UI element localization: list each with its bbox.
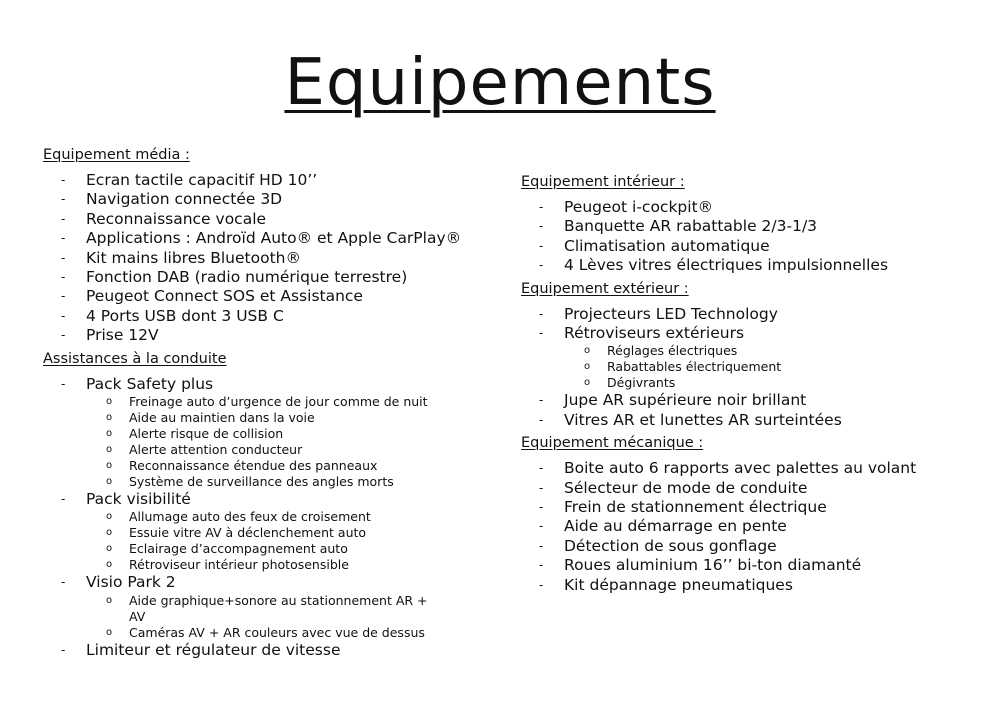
- sub-list-item: o Aide au maintien dans la voie: [106, 410, 315, 426]
- dash-bullet: -: [539, 558, 544, 573]
- list-item: - Aide au démarrage en pente: [539, 517, 787, 536]
- dash-bullet: -: [539, 238, 544, 253]
- circle-bullet-icon: o: [106, 511, 113, 523]
- list-item: - Vitres AR et lunettes AR surteintées: [539, 410, 842, 429]
- list-item: - Peugeot i-cockpit®: [539, 198, 714, 216]
- list-item: - Pack visibilité o Allumage auto des feux de croisement o Essuie vitre AV à déclenchement auto o Eclairage d’accompagnement auto o Rétroviseur intérieur photosensible: [43, 490, 483, 573]
- dash-bullet: -: [61, 192, 66, 207]
- media-list: [43, 171, 483, 346]
- dash-bullet: -: [539, 461, 544, 476]
- list-item: - Boite auto 6 rapports avec palettes au volant: [539, 459, 917, 478]
- list-item: - Fonction DAB (radio numérique terrestre): [61, 268, 408, 287]
- dash-bullet: -: [539, 219, 544, 234]
- dash-bullet: -: [61, 376, 66, 391]
- assist-list: [43, 375, 483, 661]
- circle-bullet-icon: o: [106, 626, 113, 638]
- list-item: - Limiteur et régulateur de vitesse: [61, 640, 341, 659]
- visibility-sublist: [86, 509, 483, 573]
- sub-list-item: o Rabattables électriquement: [584, 359, 782, 375]
- left-column: [43, 146, 483, 660]
- list-item: - Projecteurs LED Technology: [539, 304, 778, 323]
- dash-bullet: -: [539, 538, 544, 553]
- sub-list-item: o Allumage auto des feux de croisement: [106, 509, 371, 525]
- list-item: - Kit dépannage pneumatiques: [539, 575, 793, 594]
- sub-list-item: o Essuie vitre AV à déclenchement auto: [106, 525, 367, 541]
- sub-list-item: o Aide graphique+sonore au stationnement AR + AV: [106, 592, 428, 624]
- interior-list: [521, 198, 961, 276]
- dash-bullet: -: [61, 250, 66, 265]
- dash-bullet: -: [539, 480, 544, 495]
- list-item: - Visio Park 2 o Aide graphique+sonore au stationnement AR + AV o Caméras AV + AR couleurs avec vue de dessus: [43, 573, 483, 640]
- section-title-exterior: Equipement extérieur :: [521, 280, 689, 297]
- circle-bullet-icon: o: [106, 543, 113, 555]
- list-item: - Peugeot Connect SOS et Assistance: [61, 287, 363, 306]
- dash-bullet: -: [539, 500, 544, 515]
- circle-bullet-icon: o: [106, 476, 113, 488]
- dash-bullet: -: [539, 393, 544, 408]
- visio-sublist: [86, 593, 483, 641]
- sub-list-item: o Système de surveillance des angles morts: [106, 474, 394, 490]
- list-item: - Navigation connectée 3D: [61, 190, 283, 209]
- list-item: - Pack Safety plus o Freinage auto d’urgence de jour comme de nuit o Aide au maintien dans la voie o Alerte risque de collision o Alerte attention conducteur o Reconnaissance étendue des panneaux o Système de surveillance des angles morts: [43, 375, 483, 490]
- circle-bullet-icon: o: [106, 594, 113, 606]
- circle-bullet-icon: o: [584, 345, 591, 357]
- list-item: - Ecran tactile capacitif HD 10’’: [61, 171, 318, 189]
- dash-bullet: -: [61, 289, 66, 304]
- mirrors-sublist: [564, 343, 961, 391]
- dash-bullet: -: [539, 306, 544, 321]
- sub-list-item: o Alerte attention conducteur: [106, 442, 303, 458]
- sub-list-item: o Freinage auto d’urgence de jour comme de nuit: [106, 394, 428, 410]
- list-item: - Banquette AR rabattable 2/3-1/3: [539, 217, 818, 236]
- sub-list-item: o Reconnaissance étendue des panneaux: [106, 458, 378, 474]
- list-item: - Climatisation automatique: [539, 236, 770, 255]
- list-item: - Applications : Androïd Auto® et Apple CarPlay®: [61, 229, 462, 248]
- dash-bullet: -: [61, 270, 66, 285]
- exterior-list: [521, 305, 961, 431]
- list-item: - Reconnaissance vocale: [61, 209, 267, 228]
- circle-bullet-icon: o: [106, 559, 113, 571]
- list-item: - Prise 12V: [61, 326, 159, 345]
- dash-bullet: -: [61, 328, 66, 343]
- dash-bullet: -: [61, 492, 66, 507]
- circle-bullet-icon: o: [106, 444, 113, 456]
- dash-bullet: -: [539, 258, 544, 273]
- dash-bullet: -: [61, 231, 66, 246]
- section-title-mechanical: Equipement mécanique :: [521, 435, 704, 452]
- list-item: - Sélecteur de mode de conduite: [539, 478, 808, 497]
- list-item: - Détection de sous gonflage: [539, 536, 777, 555]
- section-title-assist: Assistances à la conduite: [43, 350, 227, 367]
- circle-bullet-icon: o: [106, 460, 113, 472]
- circle-bullet-icon: o: [106, 428, 113, 440]
- sub-list-item: o Alerte risque de collision: [106, 426, 284, 442]
- list-item: - 4 Ports USB dont 3 USB C: [61, 306, 284, 325]
- circle-bullet-icon: o: [584, 361, 591, 373]
- list-item: - Jupe AR supérieure noir brillant: [539, 391, 807, 410]
- circle-bullet-icon: o: [106, 396, 113, 408]
- safety-sublist: [86, 394, 483, 490]
- sub-list-item: o Caméras AV + AR couleurs avec vue de dessus: [106, 624, 425, 640]
- right-column: [521, 173, 961, 595]
- circle-bullet-icon: o: [106, 412, 113, 424]
- sub-list-item: o Rétroviseur intérieur photosensible: [106, 557, 349, 573]
- list-item: - Roues aluminium 16’’ bi-ton diamanté: [539, 556, 862, 575]
- dash-bullet: -: [61, 642, 66, 657]
- section-title-media: Equipement média :: [43, 147, 190, 163]
- sub-list-item: o Dégivrants: [584, 375, 676, 391]
- sub-list-item: o Réglages électriques: [584, 343, 738, 359]
- dash-bullet: -: [539, 412, 544, 427]
- sub-list-item: o Eclairage d’accompagnement auto: [106, 541, 348, 557]
- dash-bullet: -: [61, 308, 66, 323]
- dash-bullet: -: [539, 200, 544, 214]
- page-title: Equipements: [284, 46, 716, 120]
- mechanical-list: [521, 459, 961, 595]
- list-item: - Rétroviseurs extérieurs o Réglages électriques o Rabattables électriquement o Dégivrants: [521, 324, 961, 391]
- list-item: - Frein de stationnement électrique: [539, 498, 827, 517]
- dash-bullet: -: [61, 173, 66, 187]
- list-item: - Kit mains libres Bluetooth®: [61, 248, 301, 267]
- list-item: - 4 Lèves vitres électriques impulsionnelles: [539, 256, 889, 275]
- circle-bullet-icon: o: [584, 377, 591, 389]
- circle-bullet-icon: o: [106, 527, 113, 539]
- dash-bullet: -: [539, 577, 544, 592]
- dash-bullet: -: [539, 519, 544, 534]
- dash-bullet: -: [539, 326, 544, 341]
- section-title-interior: Equipement intérieur :: [521, 174, 685, 190]
- dash-bullet: -: [61, 211, 66, 226]
- dash-bullet: -: [61, 575, 66, 590]
